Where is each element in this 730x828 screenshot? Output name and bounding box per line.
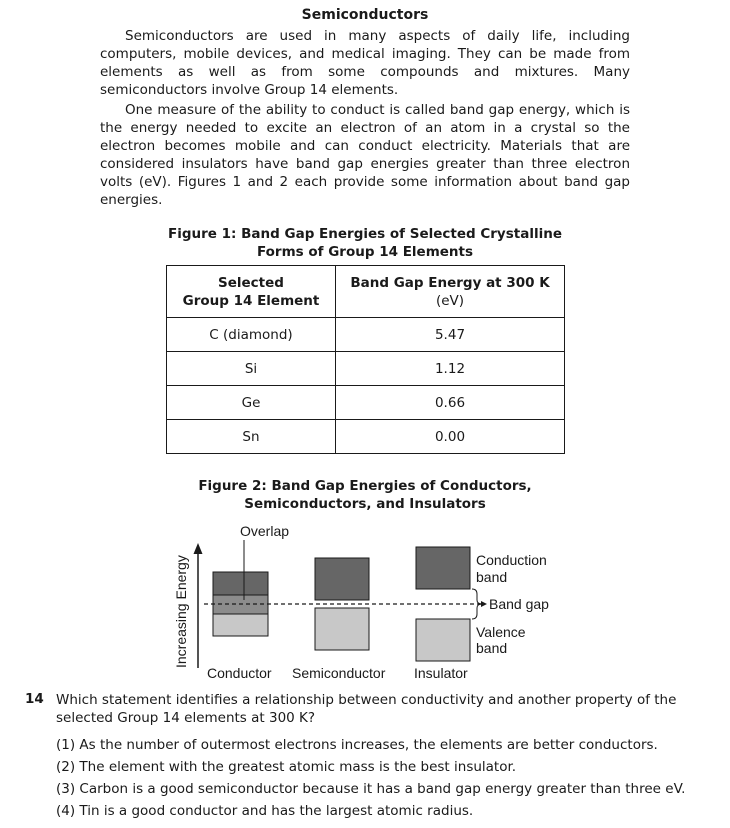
valence-band-label-line1: Valence <box>476 624 526 640</box>
column-header-energy-unit: (eV) <box>435 292 465 309</box>
conduction-band-label-line1: Conduction <box>476 552 547 568</box>
band-gap-arrow-icon <box>481 601 487 607</box>
category-conductor: Conductor <box>207 665 272 681</box>
figure1-title-line1: Figure 1: Band Gap Energies of Selected Crystalline <box>168 226 562 242</box>
semiconductor-conduction-band <box>315 558 369 600</box>
category-semiconductor: Semiconductor <box>292 665 386 681</box>
energy-cell: 5.47 <box>336 318 565 352</box>
element-cell: C (diamond) <box>167 318 336 352</box>
column-header-element-line2: Group 14 Element <box>182 292 320 309</box>
answer-choice-2[interactable]: (2) The element with the greatest atomic mass is the best insulator. <box>56 759 517 775</box>
energy-cell: 0.66 <box>336 386 565 420</box>
energy-cell: 1.12 <box>336 352 565 386</box>
axis-arrowhead-icon <box>194 543 203 554</box>
question-number: 14 <box>25 691 44 707</box>
intro-paragraph-1-text: Semiconductors are used in many aspects of daily life, including computers, mobile devices, and medical imaging. They can be made from elements as well as from some compounds and mixtures. Many semiconductors involve Group 14 elements. <box>100 28 630 98</box>
figure2-title-line2: Semiconductors, and Insulators <box>244 496 486 512</box>
conductor-conduction-band <box>213 572 268 595</box>
band-gap-label: Band gap <box>489 596 549 612</box>
answer-choice-4[interactable]: (4) Tin is a good conductor and has the largest atomic radius. <box>56 803 474 819</box>
question-text: Which statement identifies a relationship between conductivity and another property of the selected Group 14 elements at 300 K? <box>56 692 677 726</box>
axis-label: Increasing Energy <box>173 555 189 668</box>
page-title: Semiconductors <box>301 7 429 23</box>
figure1-title-line2: Forms of Group 14 Elements <box>256 244 474 260</box>
element-cell: Si <box>167 352 336 386</box>
element-cell: Ge <box>167 386 336 420</box>
element-cell: Sn <box>167 420 336 454</box>
answer-choice-3[interactable]: (3) Carbon is a good semiconductor because it has a band gap energy greater than three eV. <box>56 781 686 797</box>
conduction-band-label-line2: band <box>476 569 508 585</box>
energy-cell: 0.00 <box>336 420 565 454</box>
intro-paragraph-2-text: One measure of the ability to conduct is called band gap energy, which is the energy needed to excite an electron of an atom in a crystal so the electron becomes mobile and can conduct electricity. Materials that are considered insulators have band gap energies greater than three electron volts (eV). Figures 1 and 2 each provide some information about band gap energies. <box>100 102 630 208</box>
category-insulator: Insulator <box>414 665 468 681</box>
answer-choice-1[interactable]: (1) As the number of outermost electrons increases, the elements are better conductors. <box>56 737 658 753</box>
valence-band-label-line2: band <box>476 640 508 656</box>
figure2-title-line1: Figure 2: Band Gap Energies of Conductors, <box>198 478 532 494</box>
semiconductor-valence-band <box>315 608 369 650</box>
conductor-valence-band <box>213 614 268 636</box>
insulator-valence-band <box>416 619 470 661</box>
column-header-element-line1: Selected <box>218 274 284 291</box>
insulator-conduction-band <box>416 547 470 589</box>
overlap-label: Overlap <box>240 523 290 539</box>
column-header-energy-line1: Band Gap Energy at 300 K <box>350 274 550 291</box>
